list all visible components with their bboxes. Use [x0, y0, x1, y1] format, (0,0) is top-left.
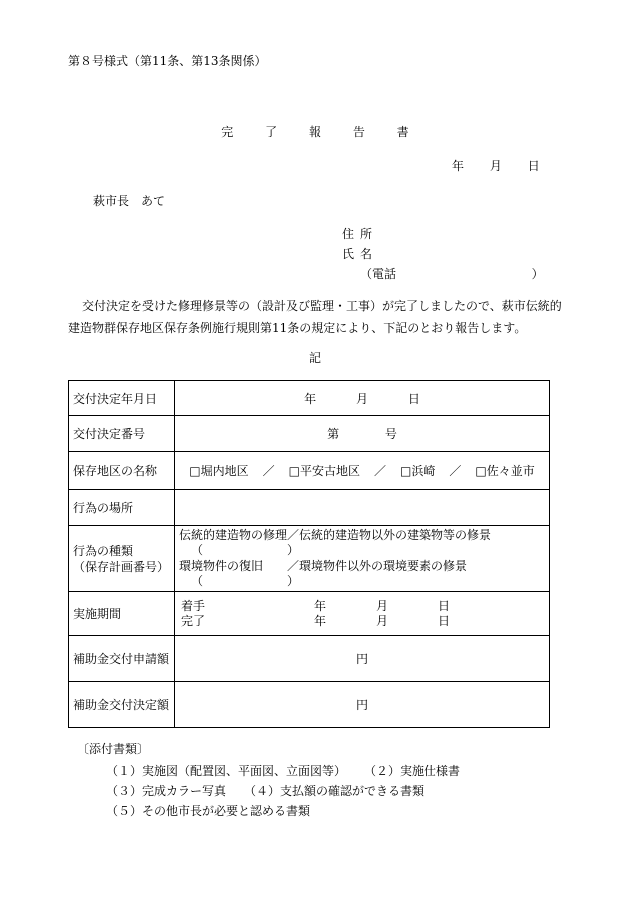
action-type-line1: 伝統的建造物の修理／伝統的建造物以外の建築物等の修景	[179, 527, 492, 542]
district-option-hiyako[interactable]: □平安古地区	[288, 464, 360, 478]
body-text: 交付決定を受けた修理修景等の（設計及び監理・工事）が完了しましたので、萩市伝統的建造物群保存地区保存条例施行規則第11条の規定により、下記のとおり報告します。	[68, 299, 562, 335]
decision-date-label: 交付決定年月日	[69, 381, 175, 416]
report-table	[68, 380, 550, 728]
action-type-paren1: （ ）	[191, 543, 300, 557]
report-date	[452, 157, 562, 174]
district-label: 保存地区の名称	[69, 452, 175, 490]
period-start: 着手 年 月 日	[181, 598, 451, 613]
subsidy-application-value[interactable]: 円	[175, 636, 550, 682]
title-char: 書	[396, 125, 409, 139]
row-decision-date	[69, 381, 550, 416]
action-type-value[interactable]	[175, 526, 550, 592]
separator: ／	[373, 464, 386, 478]
action-type-paren2: （ ）	[191, 574, 300, 588]
date-day: 日	[527, 159, 540, 173]
decision-number-label: 交付決定番号	[69, 416, 175, 452]
phone-label: （電話	[360, 267, 397, 281]
addressee: 萩市長 あて	[93, 194, 166, 208]
title-char: 告	[352, 125, 365, 139]
period-end: 完了 年 月 日	[181, 613, 451, 628]
row-action-type	[69, 526, 550, 592]
attachment-item: （１）実施図（配置図、平面図、立面図等）	[106, 764, 347, 778]
attachment-item: （５）その他市長が必要と認める書類	[106, 804, 311, 818]
address-field	[342, 225, 382, 242]
district-option-sasanami[interactable]: □佐々並市	[475, 464, 535, 478]
attachment-item: （３）完成カラー写真	[106, 784, 227, 798]
decision-year-unit: 年	[304, 391, 317, 406]
row-decision-number	[69, 416, 550, 452]
subsidy-application-label: 補助金交付申請額	[69, 636, 175, 682]
place-label: 行為の場所	[69, 490, 175, 526]
place-value[interactable]	[175, 490, 550, 526]
row-period	[69, 592, 550, 636]
attachment-line-2	[106, 782, 424, 799]
district-option-hamasaki[interactable]: □浜崎	[400, 464, 436, 478]
action-type-label	[69, 526, 175, 592]
name-label: 氏名	[342, 247, 379, 261]
period-label: 実施期間	[69, 592, 175, 636]
name-field	[342, 245, 382, 262]
attachment-item: （２）実施仕様書	[364, 764, 461, 778]
district-option-horiuchi[interactable]: □堀内地区	[189, 464, 249, 478]
period-value[interactable]	[175, 592, 550, 636]
attachments-heading: 〔添付書類〕	[77, 742, 150, 756]
ki-heading: 記	[308, 351, 321, 365]
phone-close: ）	[531, 267, 544, 281]
decision-number-suffix: 号	[384, 427, 397, 441]
decision-day-unit: 日	[407, 391, 420, 406]
title-char: 了	[265, 125, 278, 139]
address-label: 住所	[342, 227, 379, 241]
subsidy-decision-value[interactable]: 円	[175, 682, 550, 728]
title-char: 報	[308, 125, 321, 139]
decision-number-prefix: 第	[327, 427, 340, 441]
date-year: 年	[452, 159, 465, 173]
row-district	[69, 452, 550, 490]
form-number: 第８号様式（第11条、第13条関係）	[68, 54, 267, 68]
row-place	[69, 490, 550, 526]
attachment-line-3	[106, 802, 310, 819]
district-options	[175, 452, 550, 490]
decision-number-value[interactable]	[175, 416, 550, 452]
decision-month-unit: 月	[355, 391, 368, 406]
decision-date-value[interactable]	[175, 381, 550, 416]
date-month: 月	[489, 159, 502, 173]
separator: ／	[449, 464, 462, 478]
document-title	[0, 123, 630, 140]
attachment-line-1	[106, 762, 460, 779]
subsidy-decision-label: 補助金交付決定額	[69, 682, 175, 728]
action-type-label-line2: （保存計画番号）	[73, 559, 170, 574]
attachment-item: （４）支払額の確認ができる書類	[244, 784, 425, 798]
separator: ／	[262, 464, 275, 478]
row-subsidy-application	[69, 636, 550, 682]
action-type-label-line1: 行為の種類	[73, 543, 134, 558]
row-subsidy-decision	[69, 682, 550, 728]
action-type-line3: 環境物件の復旧 ／環境物件以外の環境要素の修景	[179, 558, 468, 573]
title-char: 完	[221, 125, 234, 139]
phone-field	[360, 265, 544, 282]
